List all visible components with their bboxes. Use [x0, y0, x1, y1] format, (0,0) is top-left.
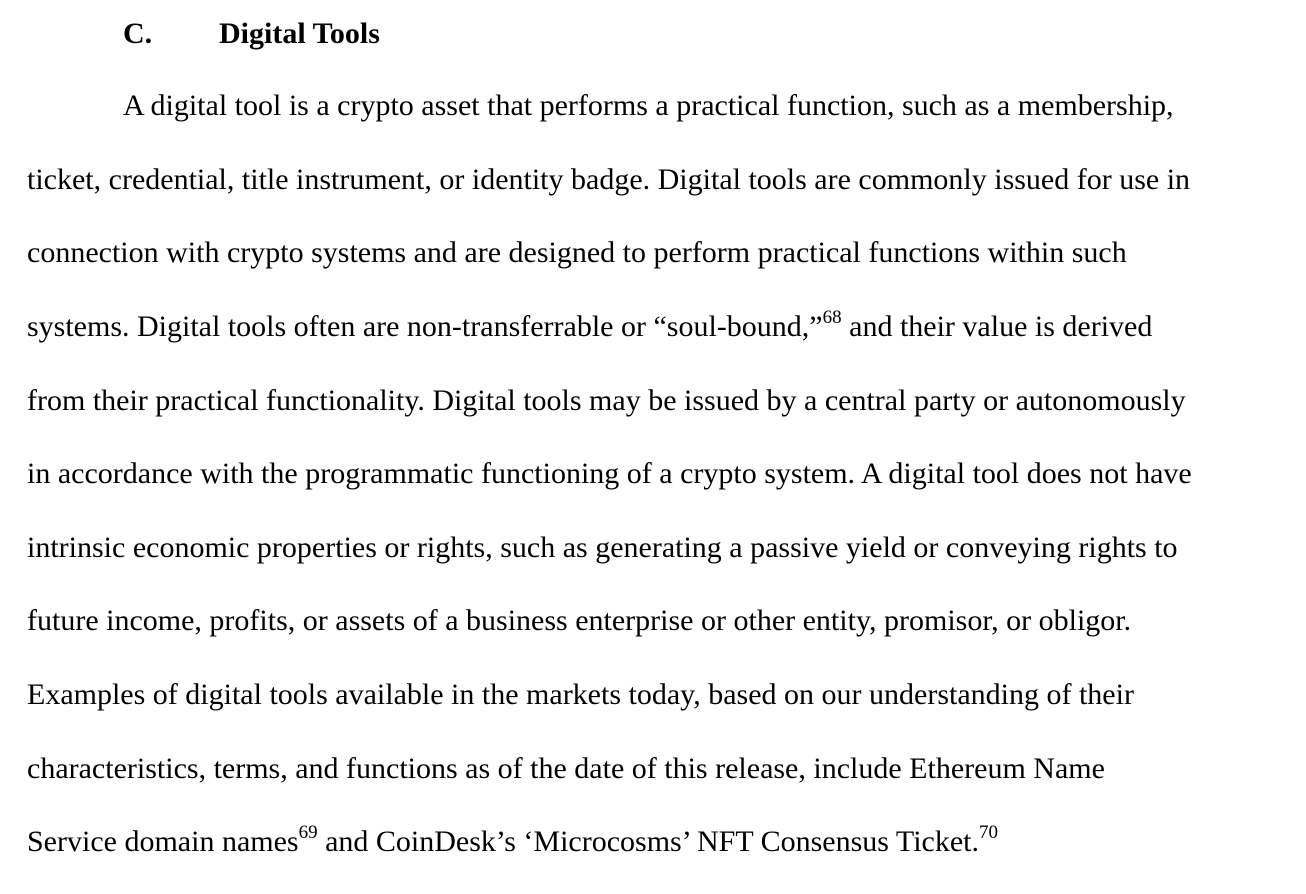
paragraph-line-10: characteristics, terms, and functions as of the date of this release, include Ethereum Name: [27, 752, 1105, 785]
section-title: Digital Tools: [219, 17, 380, 50]
paragraph-line-11-text: Service domain names: [27, 825, 299, 858]
paragraph-line-11-middle: and CoinDesk’s ‘Microcosms’ NFT Consensus Ticket.: [317, 825, 979, 858]
paragraph-line-8: future income, profits, or assets of a business enterprise or other entity, promisor, or obligor.: [27, 604, 1132, 637]
section-heading: [0, 12, 1306, 56]
footnote-70-link[interactable]: 70: [979, 822, 998, 843]
paragraph-line-1: A digital tool is a crypto asset that performs a practical function, such as a membership,: [123, 89, 1174, 122]
paragraph-line-4: [27, 307, 1152, 347]
footnote-69-link[interactable]: 69: [298, 822, 318, 843]
paragraph-line-4-text: systems. Digital tools often are non-transferrable or “soul-bound,”: [27, 310, 823, 343]
paragraph-line-5: from their practical functionality. Digital tools may be issued by a central party or autonomously: [27, 384, 1186, 417]
paragraph-line-9: Examples of digital tools available in the markets today, based on our understanding of their: [27, 678, 1134, 711]
section-number: C.: [123, 17, 153, 50]
footnote-68-link[interactable]: 68: [822, 307, 842, 328]
paragraph-line-4-tail: and their value is derived: [841, 310, 1153, 343]
paragraph-line-7: intrinsic economic properties or rights, such as generating a passive yield or conveying rights to: [27, 531, 1178, 564]
paragraph-line-6: in accordance with the programmatic functioning of a crypto system. A digital tool does not have: [27, 457, 1192, 490]
paragraph-line-11: [27, 822, 998, 862]
paragraph-line-3: connection with crypto systems and are designed to perform practical functions within such: [27, 236, 1127, 269]
paragraph-line-2: ticket, credential, title instrument, or identity badge. Digital tools are commonly issued for use in: [27, 163, 1191, 196]
